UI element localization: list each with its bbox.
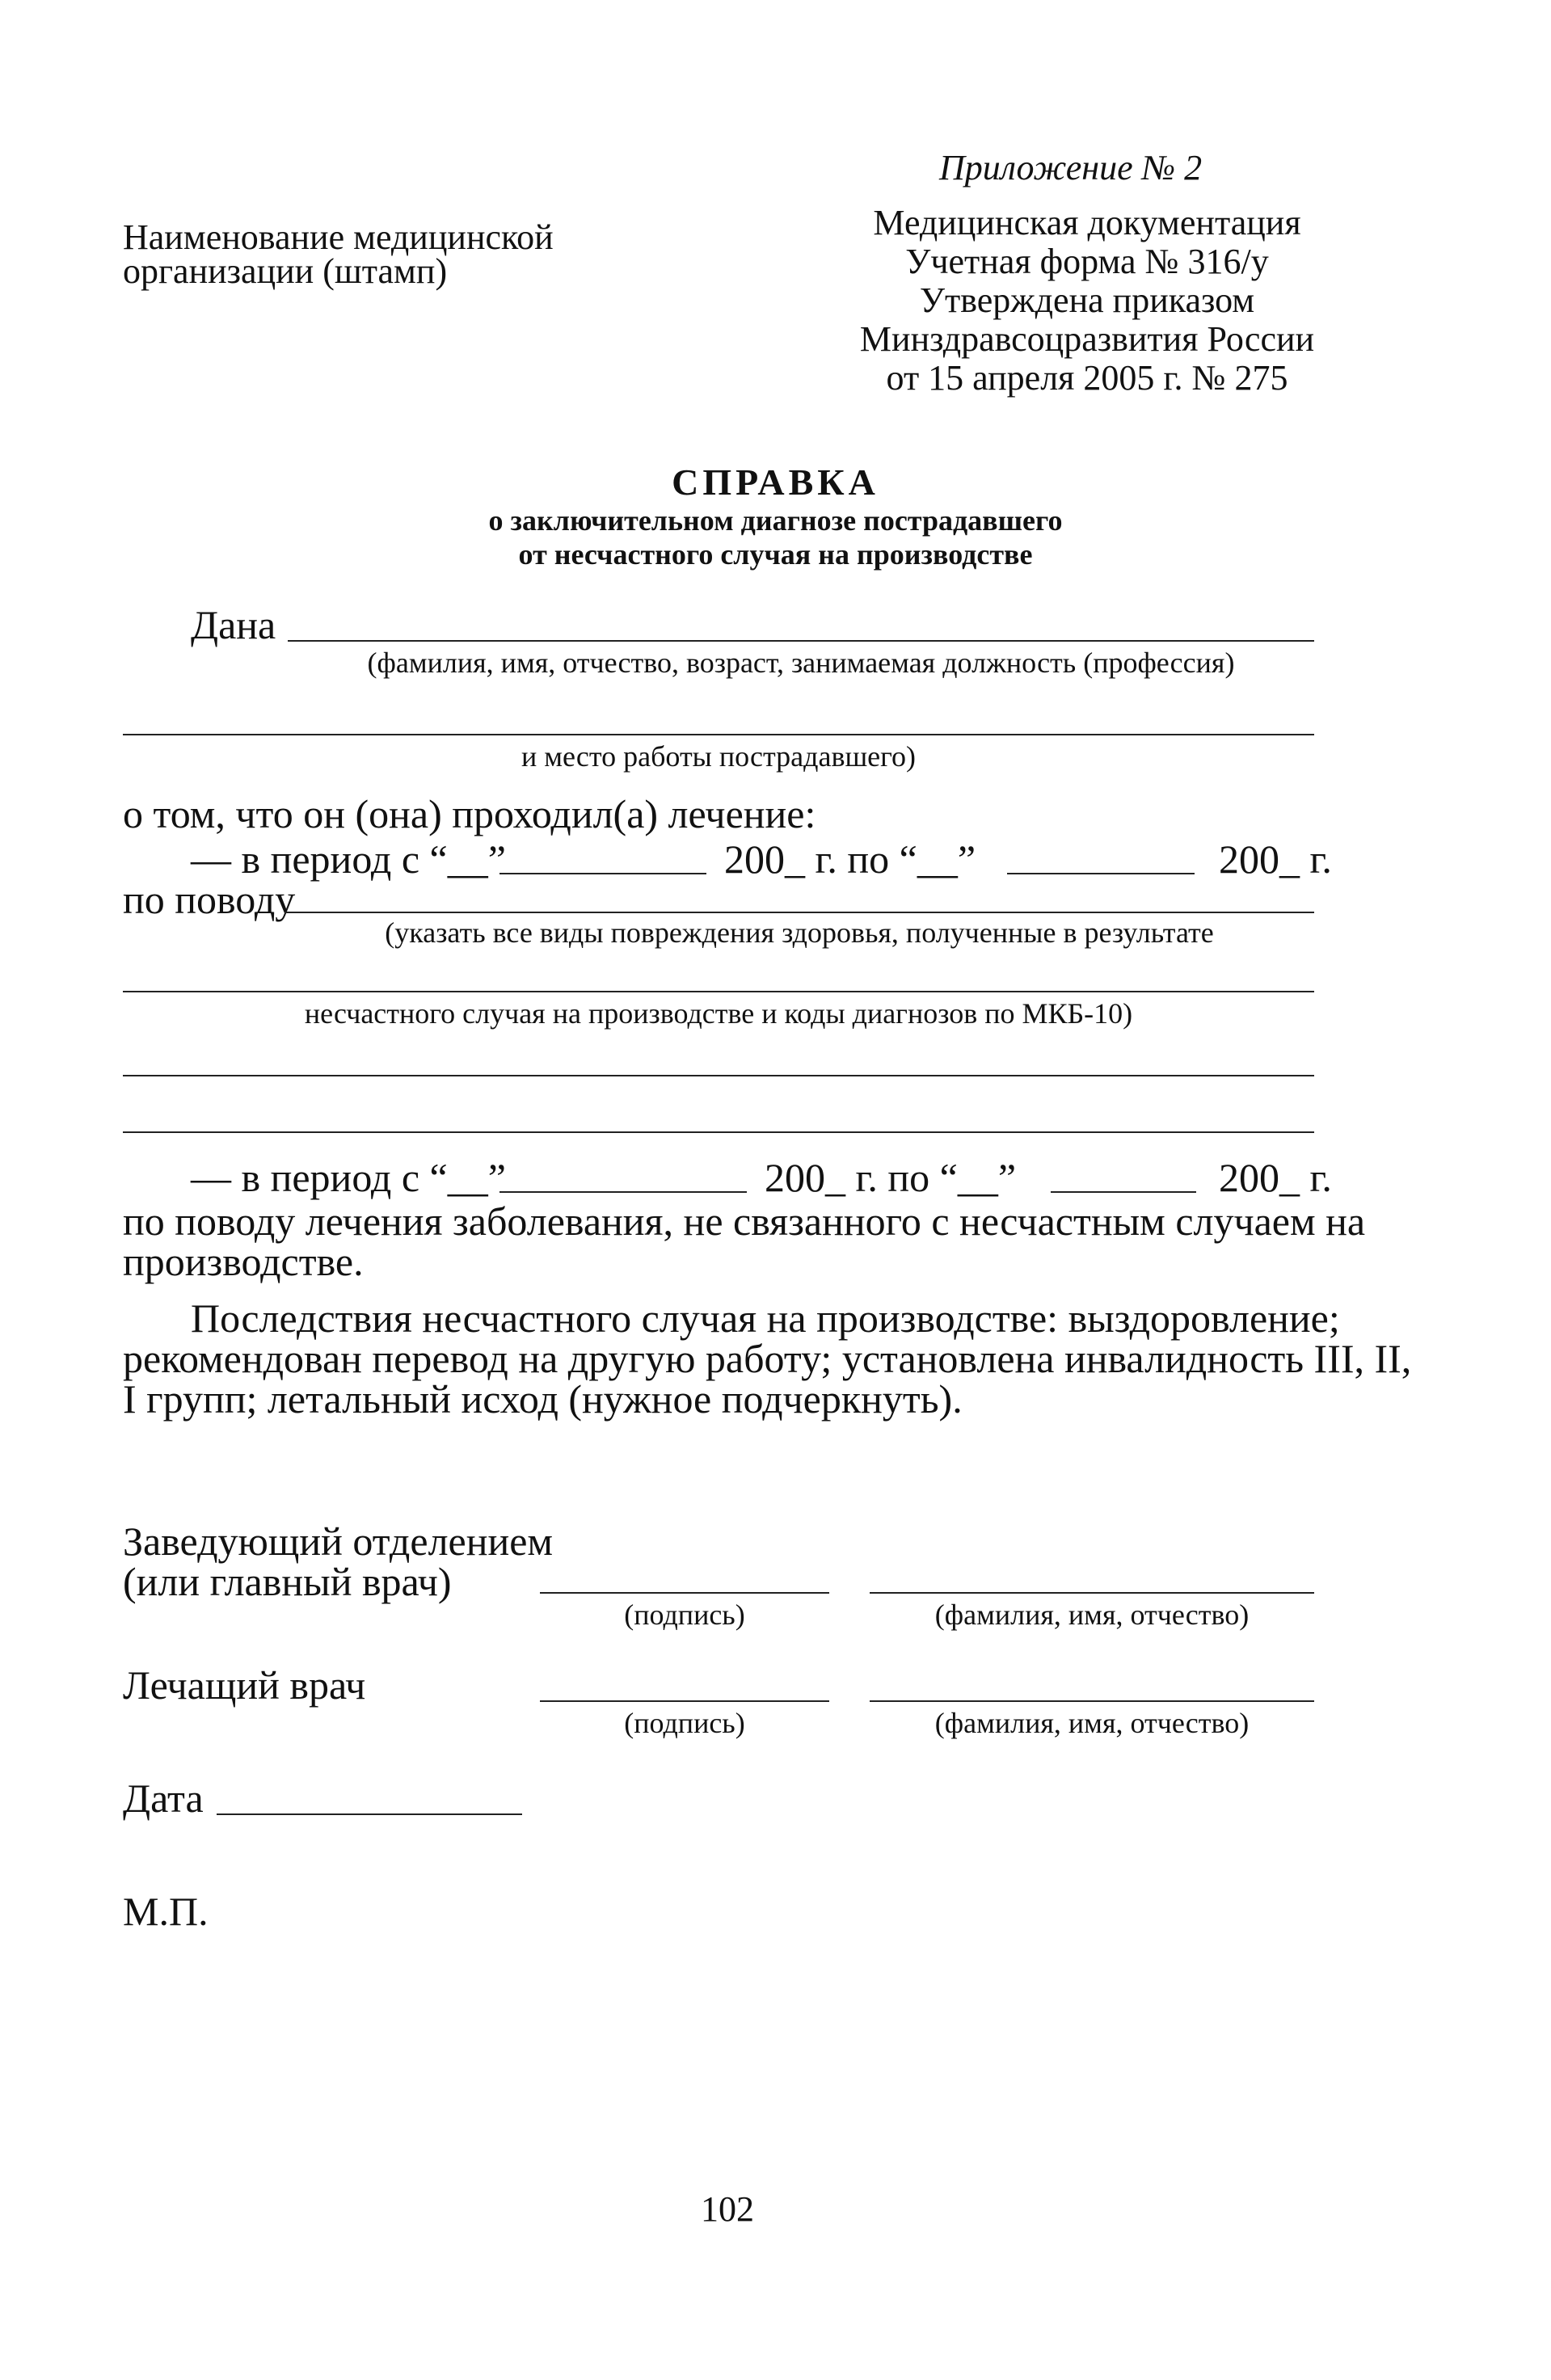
doctor-name-field[interactable]	[870, 1700, 1314, 1702]
page-number: 102	[701, 2189, 754, 2229]
document-subtitle-line1: о заключительном диагнозе пострадавшего	[488, 504, 1063, 537]
requisite-line: Медицинская документация	[873, 203, 1301, 242]
period1-end: 200_ г.	[1219, 836, 1332, 882]
disease-text-line2: производстве.	[123, 1239, 364, 1284]
document-title: СПРАВКА	[672, 461, 879, 503]
period2-end: 200_ г.	[1219, 1155, 1332, 1200]
head-signature-hint: (подпись)	[624, 1599, 745, 1631]
reason-field[interactable]	[284, 912, 1314, 913]
reason-label: по поводу	[123, 877, 296, 922]
period1-middle: 200_ г. по “__”	[724, 836, 976, 882]
workplace-field[interactable]	[123, 734, 1314, 735]
period1-end-month-field[interactable]	[1007, 873, 1195, 874]
disease-text-line1: по поводу лечения заболевания, не связанного с несчастным случаем на	[123, 1198, 1366, 1244]
period1-prefix: — в период с “__”	[191, 836, 506, 882]
seal-placeholder: М.П.	[123, 1889, 209, 1934]
consequences-line1: Последствия несчастного случая на производстве: выздоровление;	[191, 1295, 1340, 1341]
consequences-line2: рекомендован перевод на другую работу; установлена инвалидность III, II,	[123, 1336, 1412, 1381]
requisite-line: от 15 апреля 2005 г. № 275	[886, 358, 1288, 398]
treating-doctor-label: Лечащий врач	[123, 1662, 366, 1708]
head-signature-field[interactable]	[540, 1592, 829, 1594]
document-subtitle-line2: от несчастного случая на производстве	[518, 538, 1033, 571]
injuries-field-line4[interactable]	[123, 1131, 1314, 1133]
date-label: Дата	[123, 1776, 204, 1821]
form-requisites	[857, 204, 1317, 398]
period2-start-month-field[interactable]	[499, 1191, 747, 1193]
treatment-statement: о том, что он (она) проходил(а) лечение:	[123, 791, 816, 836]
requisite-line: Утверждена приказом	[919, 280, 1255, 320]
issued-to-label: Дана	[191, 602, 276, 647]
period1-start-month-field[interactable]	[499, 873, 706, 874]
organization-name-line1: Наименование медицинской	[123, 217, 554, 257]
injuries-field-line3[interactable]	[123, 1075, 1314, 1076]
consequences-line3: I групп; летальный исход (нужное подчеркнуть).	[123, 1376, 963, 1422]
appendix-label: Приложение № 2	[939, 148, 1203, 187]
period2-end-month-field[interactable]	[1051, 1191, 1196, 1193]
date-field[interactable]	[217, 1813, 522, 1815]
organization-name-line2: организации (штамп)	[123, 251, 448, 291]
injuries-hint-line1: (указать все виды повреждения здоровья, полученные в результате	[385, 916, 1214, 949]
head-name-hint: (фамилия, имя, отчество)	[934, 1599, 1250, 1631]
injuries-hint-line2: несчастного случая на производстве и коды диагнозов по МКБ-10)	[304, 997, 1133, 1030]
doctor-name-hint: (фамилия, имя, отчество)	[934, 1707, 1250, 1739]
workplace-hint: и место работы пострадавшего)	[521, 740, 917, 773]
doctor-signature-field[interactable]	[540, 1700, 829, 1702]
head-of-department-label-line1: Заведующий отделением	[123, 1519, 554, 1564]
patient-name-hint: (фамилия, имя, отчество, возраст, занимаемая должность (профессия)	[367, 647, 1235, 679]
head-of-department-label-line2: (или главный врач)	[123, 1559, 452, 1604]
requisite-line: Учетная форма № 316/у	[905, 242, 1269, 281]
doctor-signature-hint: (подпись)	[624, 1707, 745, 1739]
head-name-field[interactable]	[870, 1592, 1314, 1594]
patient-name-field[interactable]	[288, 640, 1314, 642]
requisite-line: Минздравсоцразвития России	[859, 319, 1315, 359]
period2-prefix: — в период с “__”	[191, 1155, 506, 1200]
injuries-field-line2[interactable]	[123, 991, 1314, 992]
period2-middle: 200_ г. по “__”	[765, 1155, 1017, 1200]
